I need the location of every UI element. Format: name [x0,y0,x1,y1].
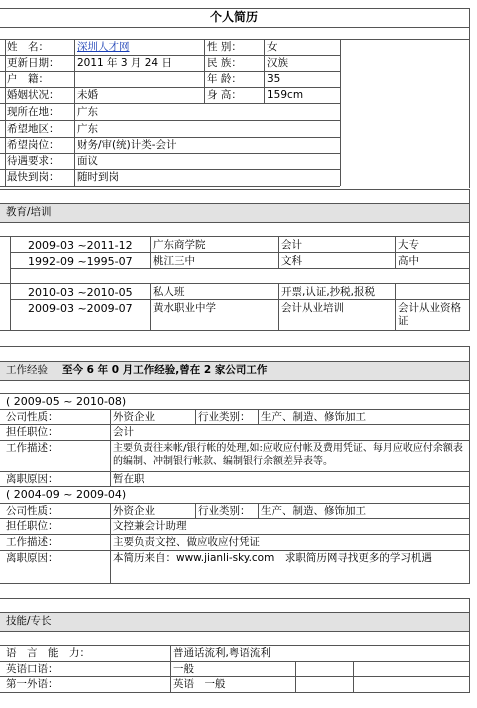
job-leave: 本简历来自：www.jianli-sky.com 求职简历网寻找更多的学习机遇 [113,552,432,564]
salary-label: 待遇要求： [7,155,60,167]
job-period: ( 2004-09 ~ 2009-04) [6,488,127,501]
job-leave: 暂在职 [113,473,145,485]
first-foreign-value: 英语 一般 [173,678,226,690]
training-course: 会计从业培训 [281,302,344,314]
training-period: 2010-03 ~2010-05 [28,286,133,299]
resume-title: 个人简历 [210,10,259,24]
work-heading: 工作经验 [6,364,48,376]
edu-school: 桃江三中 [153,255,195,267]
edu-degree: 高中 [398,255,419,267]
job-desc-label: 工作描述： [6,536,59,548]
edu-period: 1992-09 ~1995-07 [28,255,133,268]
language-value: 普通话流利,粤语流利 [173,647,271,659]
training-school: 私人班 [153,286,185,298]
age-label: 年 龄： [207,73,242,85]
job-desc: 主要负责往来帐/银行帐的处理,如:应收应付帐及费用凭证、每月应收应付余额表的编制、冲制银行帐款、编制银行余额差异表等。 [113,443,463,467]
nation-value: 汉族 [267,57,288,69]
training-course: 开票,认证,抄税,报税 [281,286,376,298]
marital-label: 婚姻状况： [7,89,60,101]
gender-label: 性 别： [207,41,242,53]
updated-value: 2011 年 3 月 24 日 [77,57,172,69]
location-label: 现所在地： [7,106,60,118]
salary-value: 面议 [77,155,98,167]
job-industry-label: 行业类别： [198,411,251,423]
edu-major: 会计 [281,239,302,251]
job-industry: 生产、制造、修饰加工 [261,411,366,423]
earliest-value: 随时到岗 [77,171,119,183]
updated-label: 更新日期： [7,57,60,69]
job-desc-label: 工作描述： [6,442,59,454]
job-position-label: 担任职位： [6,426,59,438]
job-position: 会计 [113,426,134,438]
job-nature: 外资企业 [113,411,155,423]
training-school: 黄水职业中学 [153,302,216,314]
job-nature: 外资企业 [113,505,155,517]
job-position: 文控兼会计助理 [113,520,187,532]
job-desc: 主要负责文控、做应收应付凭证 [113,536,260,548]
height-value: 159cm [267,89,304,101]
hukou-label: 户 籍： [7,73,49,85]
edu-school: 广东商学院 [153,239,206,251]
location-value: 广东 [77,106,98,118]
english-oral-label: 英语口语： [6,663,59,675]
name-label: 姓 名： [7,41,49,53]
edu-degree: 大专 [398,239,419,251]
edu-period: 2009-03 ~2011-12 [28,239,133,252]
earliest-label: 最快到岗： [7,171,60,183]
job-nature-label: 公司性质： [6,505,59,517]
first-foreign-label: 第一外语： [6,678,59,690]
training-cert: 会计从业资格证 [398,302,461,327]
marital-value: 未婚 [77,89,98,101]
job-nature-label: 公司性质： [6,411,59,423]
job-leave-label: 离职原因： [6,552,59,564]
name-value[interactable]: 深圳人才网 [77,41,130,53]
job-period: ( 2009-05 ~ 2010-08) [6,395,127,408]
education-heading: 教育/培训 [6,206,52,218]
language-label: 语 言 能 力： [6,647,90,659]
skills-heading: 技能/专长 [6,615,52,627]
desired-position-label: 希望岗位： [7,139,60,151]
desired-area-label: 希望地区： [7,123,60,135]
age-value: 35 [267,73,281,85]
desired-position-value: 财务/审(统)计类-会计 [77,139,177,151]
desired-area-value: 广东 [77,123,98,135]
job-leave-label: 离职原因： [6,473,59,485]
job-industry: 生产、制造、修饰加工 [261,505,366,517]
job-industry-label: 行业类别： [198,505,251,517]
edu-major: 文科 [281,255,302,267]
work-summary: 至今 6 年 0 月工作经验,曾在 2 家公司工作 [62,364,268,376]
training-period: 2009-03 ~2009-07 [28,302,133,315]
english-oral-value: 一般 [173,663,194,675]
job-position-label: 担任职位： [6,520,59,532]
height-label: 身 高： [207,89,242,101]
gender-value: 女 [267,41,278,53]
nation-label: 民 族： [207,57,242,69]
